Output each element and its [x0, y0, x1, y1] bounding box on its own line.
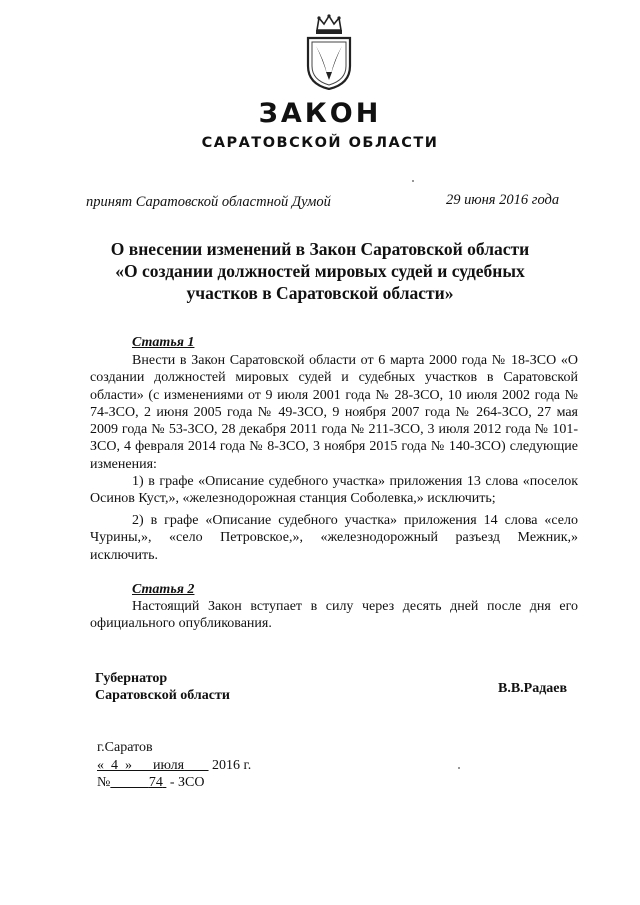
- document-title: ЗАКОН: [258, 98, 382, 129]
- law-number-value: 74: [148, 775, 163, 790]
- signing-day: 4: [111, 758, 118, 773]
- law-number: [97, 775, 204, 791]
- signing-month: июля: [153, 758, 185, 773]
- law-number-suffix: - ЗСО: [169, 775, 205, 790]
- signer-name: В.В.Радаев: [498, 681, 568, 696]
- article-1-heading: Статья 1: [132, 335, 195, 350]
- coat-of-arms-icon: [302, 14, 356, 90]
- signer-position-line-2: Саратовской области: [95, 688, 230, 703]
- article-1-item-1: 1) в графе «Описание судебного участка» приложения 13 слова «поселок Осинов Куст,», «железнодорожная станция Соболевка,» исключить;: [90, 474, 578, 507]
- signer-position-line-1: Губернатор: [95, 671, 168, 686]
- document-subtitle: САРАТОВСКОЙ ОБЛАСТИ: [201, 135, 439, 151]
- article-2-heading: Статья 2: [132, 582, 195, 597]
- law-number-prefix: №: [97, 775, 111, 790]
- law-title-line-2: «О создании должностей мировых судей и судебных: [115, 261, 525, 281]
- law-title-line-3: участков в Саратовской области»: [186, 283, 454, 303]
- article-2-text: Настоящий Закон вступает в силу через десять дней после дня его официального опубликования.: [90, 599, 578, 632]
- article-1-intro: Внести в Закон Саратовской области от 6 марта 2000 года № 18-ЗСО «О создании должностей мировых судей и судебных участков в Саратовской области» (с изменениями от 9 июля 2001 года № 28-ЗСО, 10 июля 2002 года № 74-ЗСО, 2 июня 2005 года № 49-ЗСО, 9 ноября 2007 года № 264-ЗСО, 27 мая 2009 года № 53-ЗСО, 28 декабря 2011 года № 211-ЗСО, 3 июля 2012 года № 101-ЗСО, 4 февраля 2014 года № 8-ЗСО, 3 ноября 2015 года № 140-ЗСО) следующие изменения:: [90, 353, 578, 472]
- adoption-by: принят Саратовской областной Думой: [86, 194, 331, 210]
- law-title-line-1: О внесении изменений в Закон Саратовской области: [110, 239, 530, 259]
- scan-speck: [458, 767, 460, 769]
- city: г.Саратов: [97, 740, 153, 755]
- article-1-item-2: 2) в графе «Описание судебного участка» приложения 14 слова «село Чурины,», «село Петровское,», «железнодорожный разъезд Межник,» исключить.: [90, 513, 578, 563]
- scan-speck: [412, 180, 414, 182]
- law-title: [60, 238, 580, 304]
- adoption-date: 29 июня 2016 года: [446, 192, 560, 208]
- signing-year: 2016 г.: [212, 758, 252, 773]
- signing-date: « 4 » июля 2016 г.: [97, 758, 252, 773]
